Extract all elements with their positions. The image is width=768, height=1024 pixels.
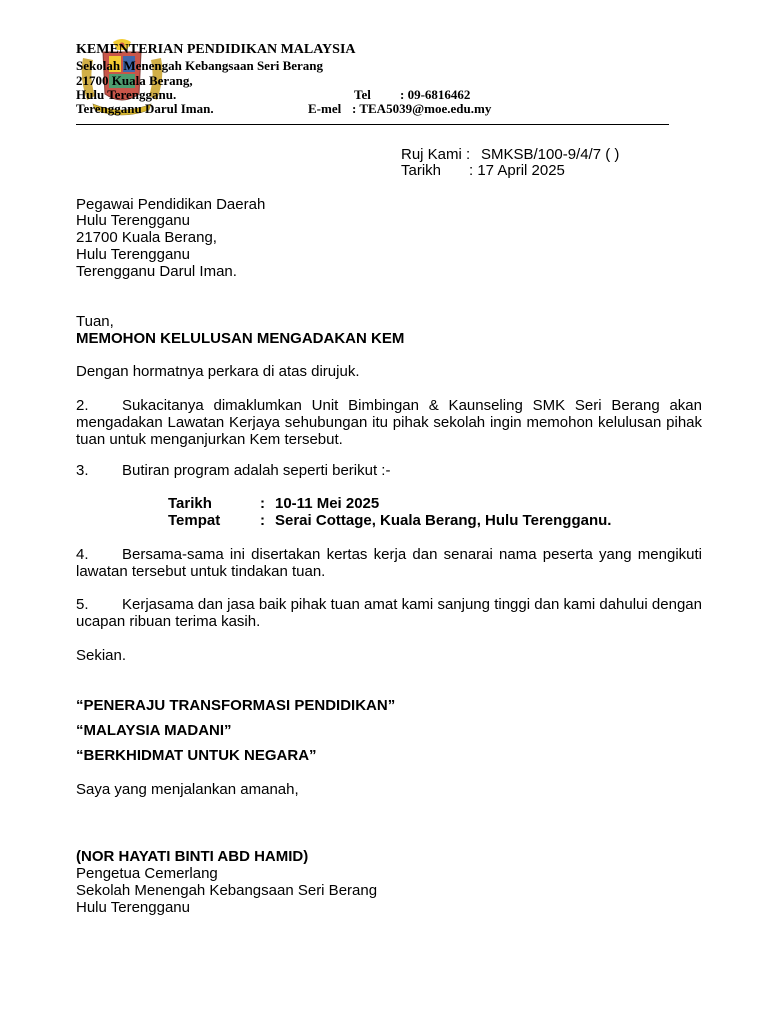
recipient-line1: Pegawai Pendidikan Daerah xyxy=(76,196,266,213)
paragraph-text: Butiran program adalah seperti berikut :- xyxy=(122,462,391,479)
date-label: Tarikh xyxy=(401,162,442,179)
paragraph-2 xyxy=(76,397,702,448)
slogan-1: “PENERAJU TRANSFORMASI PENDIDIKAN” xyxy=(76,697,396,714)
paragraph-4 xyxy=(76,546,702,580)
recipient-line3: 21700 Kuala Berang, xyxy=(76,229,217,246)
signatory-school: Sekolah Menengah Kebangsaan Seri Berang xyxy=(76,882,378,899)
tel-value: : 09-6816462 xyxy=(400,87,471,102)
sign-off: Saya yang menjalankan amanah, xyxy=(76,781,299,798)
recipient-line2: Hulu Terengganu xyxy=(76,212,190,229)
letter-subject: MEMOHON KELULUSAN MENGADAKAN KEM xyxy=(76,330,405,347)
signatory-name: (NOR HAYATI BINTI ABD HAMID) xyxy=(76,848,309,865)
paragraph-number: 5. xyxy=(76,596,89,613)
paragraph-number: 4. xyxy=(76,546,89,563)
paragraph-text: Sukacitanya dimaklumkan Unit Bimbingan & Kaunseling SMK Seri Berang akan mengadakan Lawatan Kerjaya sehubungan itu pihak sekolah ingin memohon kelulusan pihak tuan untuk menganjurkan Kem tersebut. xyxy=(76,397,702,448)
reference-value: SMKSB/100-9/4/7 ( ) xyxy=(481,146,620,163)
slogan-3: “BERKHIDMAT UNTUK NEGARA” xyxy=(76,747,317,764)
detail-venue-value: Serai Cottage, Kuala Berang, Hulu Terengganu. xyxy=(275,512,612,529)
recipient-line4: Hulu Terengganu xyxy=(76,246,190,263)
detail-date-separator: : xyxy=(260,495,265,512)
email-label: E-mel xyxy=(308,101,342,116)
opening-line: Dengan hormatnya perkara di atas dirujuk. xyxy=(76,363,360,380)
reference-label: Ruj Kami : xyxy=(401,146,471,163)
paragraph-5 xyxy=(76,596,702,630)
date-value: : 17 April 2025 xyxy=(469,162,565,179)
detail-date-value: 10-11 Mei 2025 xyxy=(275,495,380,512)
detail-venue-separator: : xyxy=(260,512,265,529)
school-address-line1: 21700 Kuala Berang, xyxy=(76,73,193,88)
paragraph-number: 3. xyxy=(76,462,89,479)
letterhead-divider xyxy=(76,124,669,125)
paragraph-text: Kerjasama dan jasa baik pihak tuan amat kami sanjung tinggi dan kami dahului dengan ucapan ribuan terima kasih. xyxy=(76,596,702,630)
signatory-district: Hulu Terengganu xyxy=(76,899,190,916)
ministry-name: KEMENTERIAN PENDIDIKAN MALAYSIA xyxy=(76,42,356,57)
paragraph-text: Bersama-sama ini disertakan kertas kerja dan senarai nama peserta yang mengikuti lawatan tersebut untuk tindakan tuan. xyxy=(76,546,702,580)
closing-line: Sekian. xyxy=(76,647,127,664)
signatory-title: Pengetua Cemerlang xyxy=(76,865,218,882)
school-address-line2: Hulu Terengganu. xyxy=(76,87,177,102)
email-value: : TEA5039@moe.edu.my xyxy=(352,101,492,116)
salutation: Tuan, xyxy=(76,313,114,330)
recipient-line5: Terengganu Darul Iman. xyxy=(76,263,237,280)
tel-label: Tel xyxy=(354,87,371,102)
school-address-line3: Terengganu Darul Iman. xyxy=(76,101,214,116)
detail-date-label: Tarikh xyxy=(168,495,212,512)
paragraph-number: 2. xyxy=(76,397,89,414)
school-name: Sekolah Menengah Kebangsaan Seri Berang xyxy=(76,58,324,73)
detail-venue-label: Tempat xyxy=(168,512,221,529)
slogan-2: “MALAYSIA MADANI” xyxy=(76,722,232,739)
paragraph-3 xyxy=(76,462,702,479)
